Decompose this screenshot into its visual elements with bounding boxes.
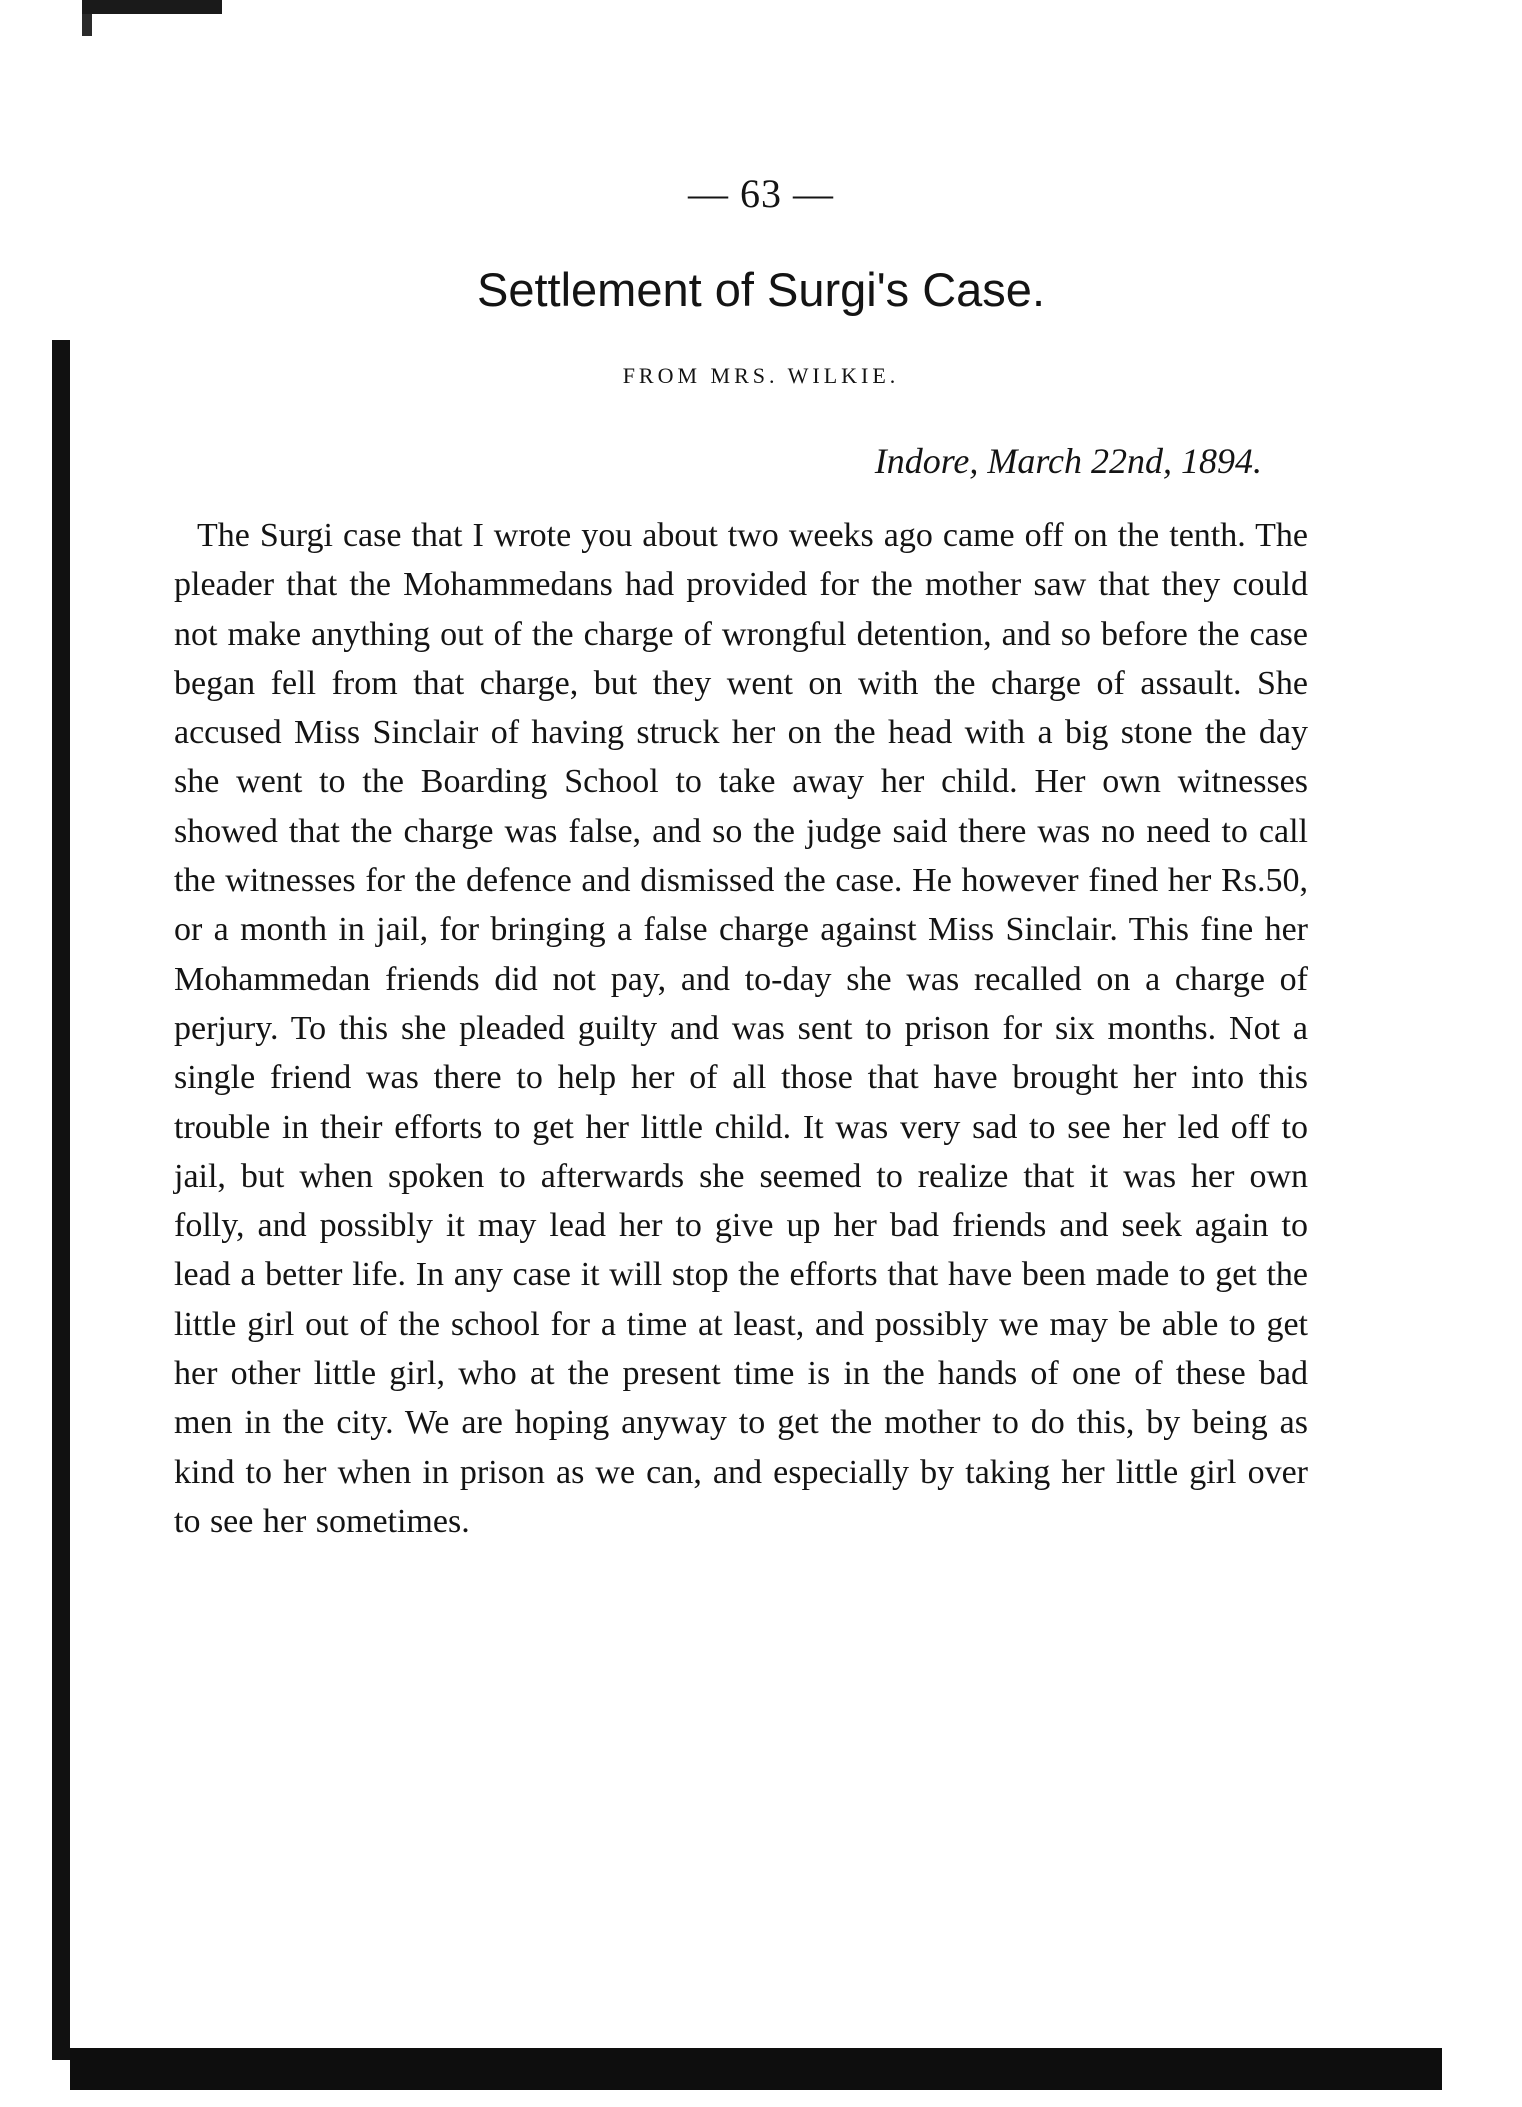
scan-edge-bottom [70, 2048, 1442, 2090]
scan-edge-left [52, 340, 70, 2060]
scan-edge-top-mark [82, 14, 92, 36]
dateline: Indore, March 22nd, 1894. [874, 441, 1262, 481]
letter-body: The Surgi case that I wrote you about two weeks ago came off on the tenth. The pleader that the Mohammedans had provided for the mother saw that they could not make anything out of the charge of wrongful detention, and so before the case began fell from that charge, but they went on with the charge of assault. She accused Miss Sinclair of having struck her on the head with a big stone the day she went to the Boarding School to take away her child. Her own witnesses showed that the charge was false, and so the judge said there was no need to call the witnesses for the defence and dismissed the case. He however fined her Rs.50, or a month in jail, for bringing a false charge against Miss Sinclair. This fine her Mohammedan friends did not pay, and to-day she was recalled on a charge of perjury. To this she pleaded guilty and was sent to prison for six months. Not a single friend was there to help her of all those that have brought her into this trouble in their efforts to get her little child. It was very sad to see her led off to jail, but when spoken to afterwards she seemed to realize that it was her own folly, and possibly it may lead her to give up her bad friends and seek again to lead a better life. In any case it will stop the efforts that have been made to get the little girl out of the school for a time at least, and possibly we may be able to get her other little girl, who at the present time is in the hands of one of these bad men in the city. We are hoping anyway to get the mother to do this, by being as kind to her when in prison as we can, and especially by taking her little girl over to see her sometimes. [174, 517, 1308, 1540]
byline: FROM MRS. WILKIE. [622, 363, 900, 388]
scan-edge-top [82, 0, 222, 14]
page-number: — 63 — [688, 171, 834, 216]
article-title: Settlement of Surgi's Case. [476, 263, 1046, 316]
